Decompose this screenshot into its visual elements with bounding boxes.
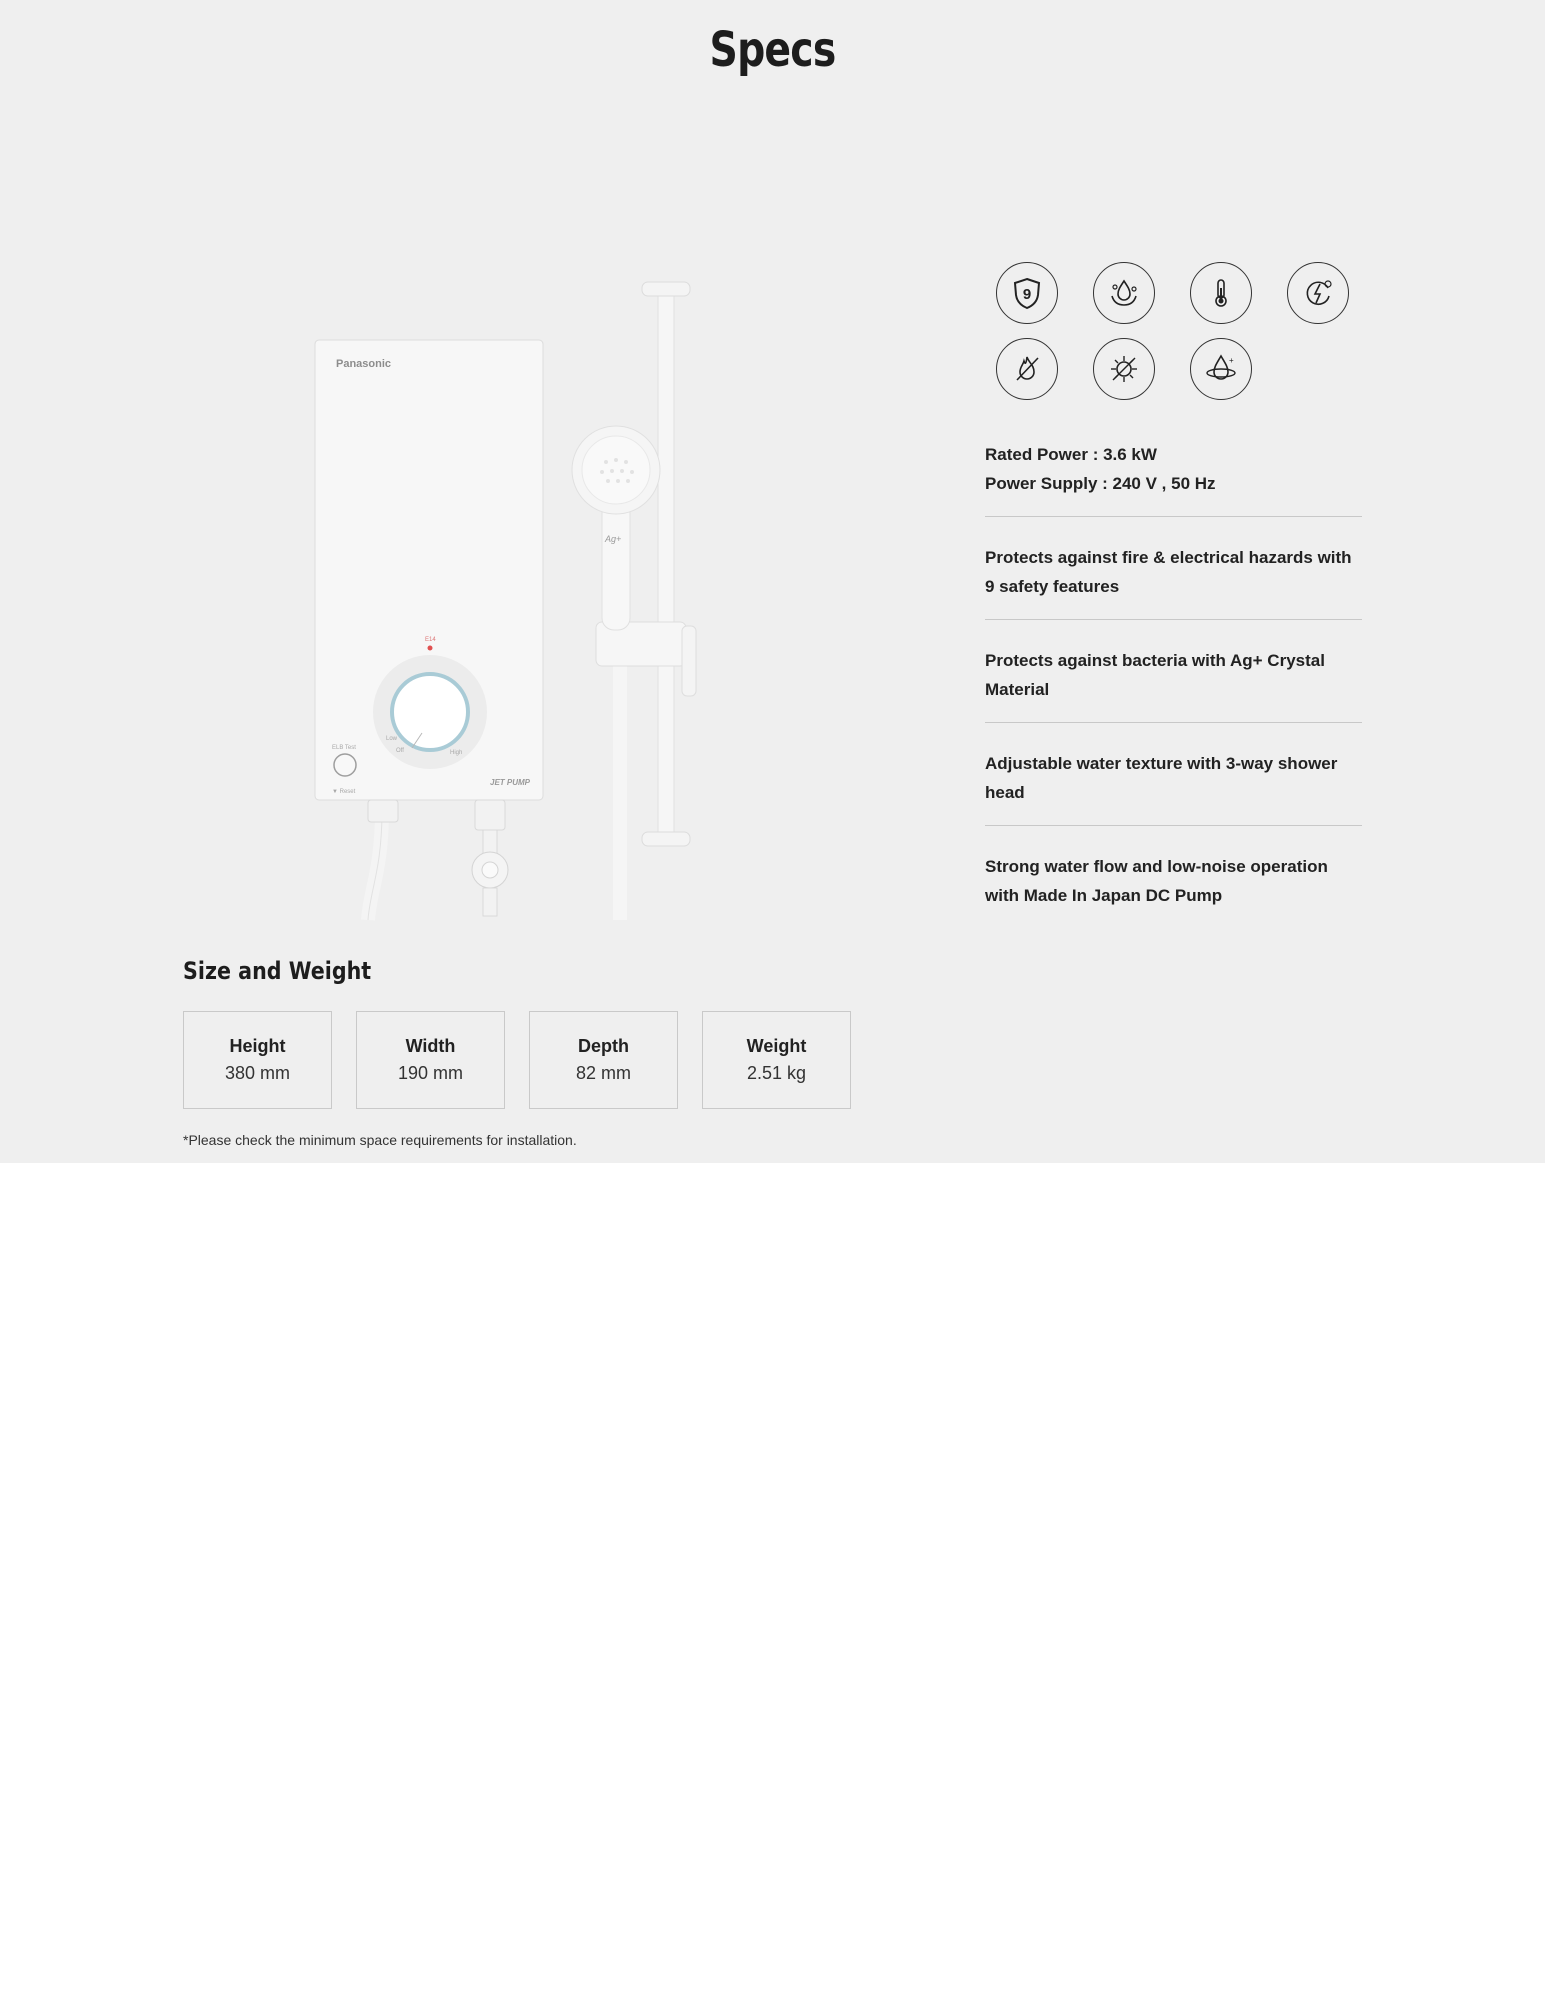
page-title: Specs bbox=[709, 22, 836, 78]
feature-safety bbox=[985, 539, 1362, 620]
feature-safety-text: Protects against fire & electrical hazards with 9 safety features bbox=[985, 548, 1352, 596]
model-badge: JET PUMP bbox=[490, 778, 531, 787]
dial-label-indicator: E14 bbox=[425, 637, 436, 643]
elb-test-label: ELB Test bbox=[332, 745, 356, 751]
dim-label: Width bbox=[405, 1036, 456, 1056]
dim-value: 82 mm bbox=[575, 1063, 631, 1083]
dim-card-depth bbox=[529, 1011, 678, 1109]
electric-cycle-icon bbox=[1287, 262, 1349, 324]
anti-bacteria-icon bbox=[1093, 338, 1155, 400]
size-weight-title: Size and Weight bbox=[183, 957, 372, 985]
power-spec bbox=[985, 436, 1362, 517]
brand-logo: Panasonic bbox=[336, 358, 392, 370]
dial-label-off: Off bbox=[396, 748, 404, 754]
dial-label-high: High bbox=[450, 750, 463, 756]
dim-card-height bbox=[183, 1011, 332, 1109]
power-supply: Power Supply : 240 V , 50 Hz bbox=[985, 474, 1216, 493]
nine-safety-shield-icon bbox=[996, 262, 1058, 324]
feature-shower-head bbox=[985, 745, 1362, 826]
ag-mark: Ag+ bbox=[605, 534, 622, 544]
feature-bacteria-text: Protects against bacteria with Ag+ Crystal Material bbox=[985, 651, 1325, 699]
dimension-cards bbox=[183, 1011, 851, 1109]
rated-power: Rated Power : 3.6 kW bbox=[985, 445, 1157, 464]
installation-footnote: *Please check the minimum space requirements for installation. bbox=[183, 1132, 577, 1148]
dim-value: 2.51 kg bbox=[746, 1063, 807, 1083]
dim-label: Depth bbox=[578, 1036, 629, 1056]
thermometer-icon bbox=[1190, 262, 1252, 324]
dim-label: Height bbox=[229, 1036, 286, 1056]
svg-text:9: 9 bbox=[1022, 286, 1032, 303]
dim-card-weight bbox=[702, 1011, 851, 1109]
features-list bbox=[985, 436, 1362, 950]
feature-shower-head-text: Adjustable water texture with 3-way shower head bbox=[985, 754, 1338, 802]
feature-dc-pump bbox=[985, 848, 1362, 928]
reset-label: ▼ Reset bbox=[332, 789, 356, 795]
water-drop-hands-icon bbox=[1093, 262, 1155, 324]
dim-value: 380 mm bbox=[224, 1063, 291, 1083]
no-fire-icon bbox=[996, 338, 1058, 400]
dim-card-width bbox=[356, 1011, 505, 1109]
svg-text:+: + bbox=[1229, 356, 1234, 365]
ag-crystal-drop-icon bbox=[1190, 338, 1252, 400]
feature-icons bbox=[990, 258, 1390, 408]
feature-dc-pump-text: Strong water flow and low-noise operation with Made In Japan DC Pump bbox=[985, 857, 1328, 905]
product-image bbox=[290, 270, 750, 930]
dim-label: Weight bbox=[746, 1036, 807, 1056]
dial-label-low: Low bbox=[386, 736, 398, 742]
feature-bacteria bbox=[985, 642, 1362, 723]
dim-value: 190 mm bbox=[397, 1063, 464, 1083]
